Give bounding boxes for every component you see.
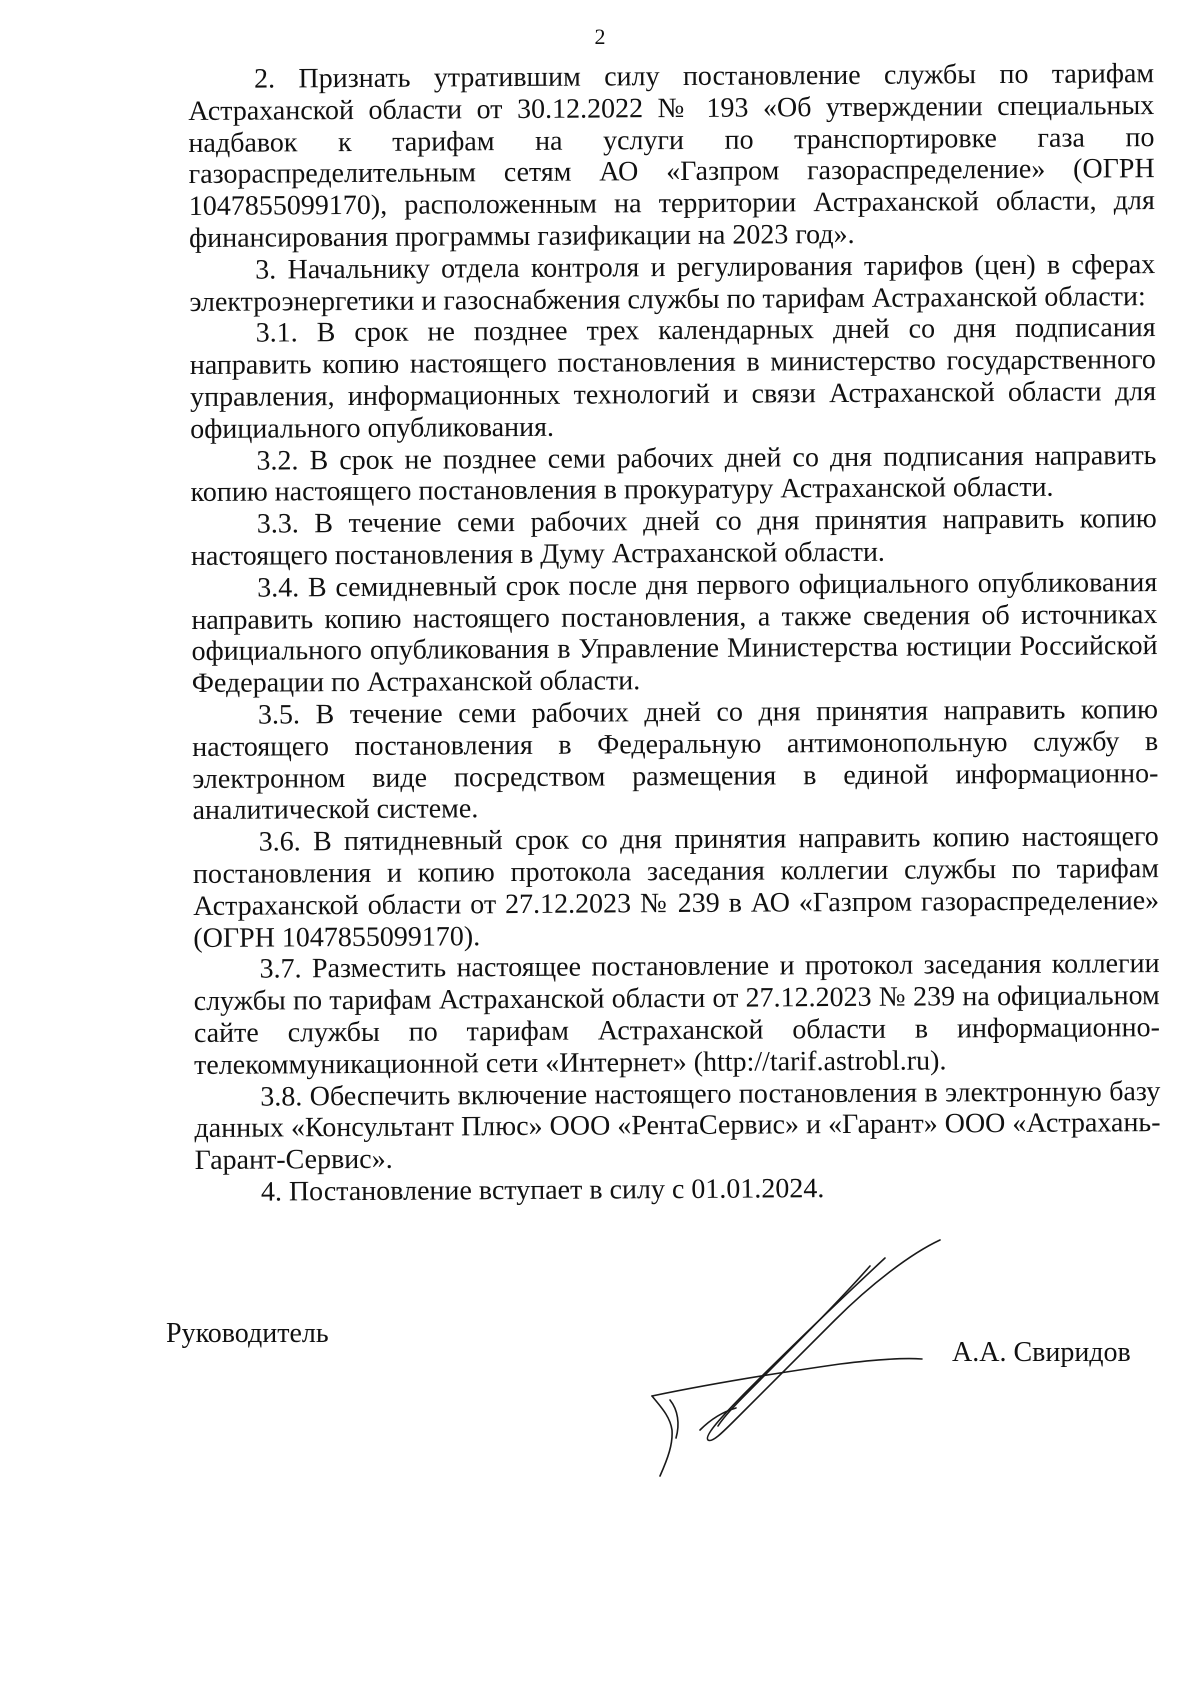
page-number: 2	[594, 24, 606, 49]
signer-name: А.А. Свиридов	[952, 1337, 1131, 1368]
paragraph-4: 4. Постановление вступает в силу с 01.01.2024.	[260, 1173, 825, 1208]
paragraph-3-4: 3.4. В семидневный срок после дня первого официального опубликования направить копию настоящего постановления, а также сведения об источниках официального опубликования в Управление Министерства юстиции Российской Федерации по Астраханской области.	[191, 566, 1158, 700]
paragraph-3-7: 3.7. Разместить настоящее постановление и протокол заседания коллегии службы по тарифам Астраханской области от 27.12.2023 № 239 на официальном сайте службы по тарифам Астраханской области в информационно-телекоммуникационной сети «Интернет» (http://tarif.astrobl.ru).	[193, 948, 1160, 1081]
signer-position: Руководитель	[166, 1318, 329, 1349]
paragraph-3-2: 3.2. В срок не позднее семи рабочих дней со дня подписания направить копию настоящего постановления в прокуратуру Астраханской области.	[190, 439, 1157, 509]
paragraph-3-1: 3.1. В срок не позднее трех календарных дней со дня подписания направить копию настоящего постановления в министерство государственного управления, информационных технологий и связи Астраханской области для официального опубликования.	[189, 312, 1157, 445]
paragraph-3-3: 3.3. В течение семи рабочих дней со дня принятия направить копию настоящего постановления в Думу Астраханской области.	[190, 503, 1157, 572]
paragraph-2: 2. Признать утратившим силу постановление службы по тарифам Астраханской области от 30.12.2022 № 193 «Об утверждении специальных надбавок к тарифам на услуги по транспортировке газа по газораспределительным сетям АО «Газпром газораспределение» (ОГРН 1047855099170), расположенным на территории Астраханской области, для финансирования программы газификации на 2023 год».	[188, 58, 1155, 254]
paragraph-3-5: 3.5. В течение семи рабочих дней со дня принятия направить копию настоящего постановления в Федеральную антимонопольную службу в электронном виде посредством размещения в единой информационно-аналитической системе.	[192, 694, 1159, 827]
handwritten-signature	[640, 1230, 960, 1480]
paragraph-3-8: 3.8. Обеспечить включение настоящего постановления в электронную базу данных «Консультант Плюс» ООО «РентаСервис» и «Гарант» ООО «Астрахань-Гарант-Сервис».	[194, 1075, 1161, 1177]
paragraph-3-6: 3.6. В пятидневный срок со дня принятия направить копию настоящего постановления и копию протокола заседания коллегии службы по тарифам Астраханской области от 27.12.2023 № 239 в АО «Газпром газораспределение» (ОГРН 1047855099170).	[192, 821, 1160, 954]
paragraph-3: 3. Начальнику отдела контроля и регулирования тарифов (цен) в сферах электроэнергетики и газоснабжения службы по тарифам Астраханской области:	[189, 248, 1156, 318]
